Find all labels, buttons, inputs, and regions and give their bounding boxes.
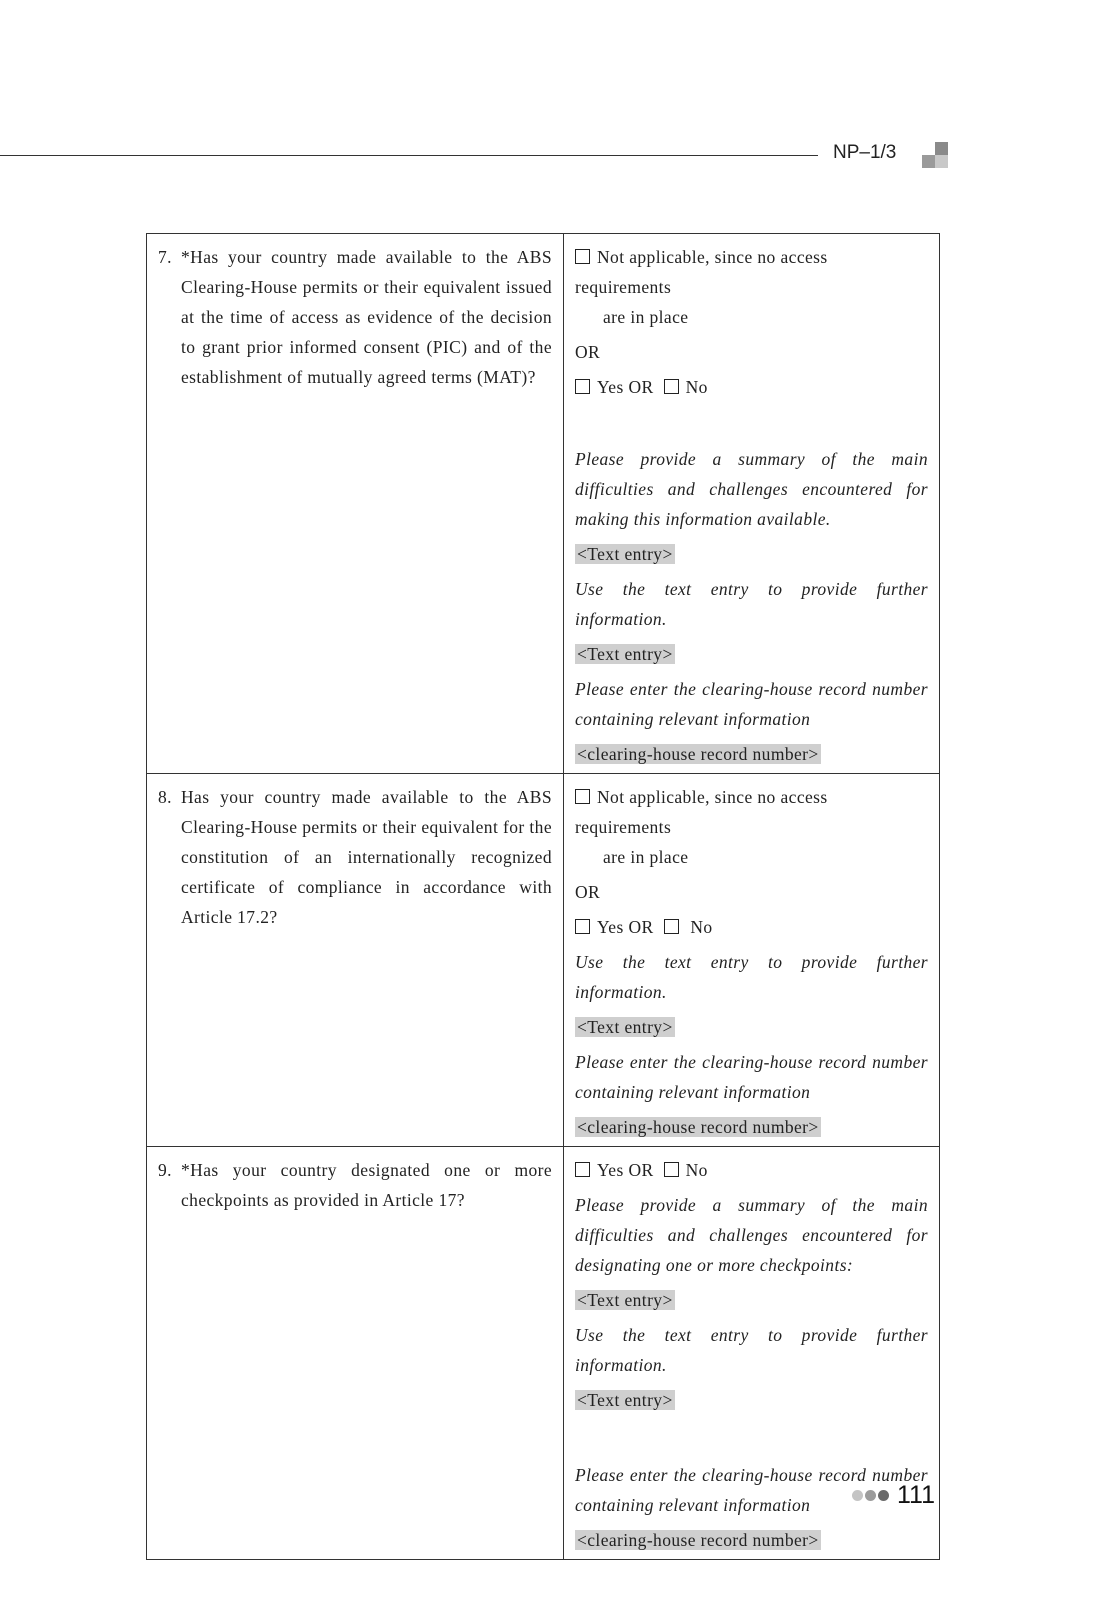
question-number: 7. — [158, 247, 172, 267]
checkbox-icon[interactable] — [575, 249, 590, 264]
no-checkbox-icon[interactable] — [664, 379, 679, 394]
question-row-9 — [147, 1147, 940, 1560]
or-label: OR — [575, 342, 601, 362]
header-rule — [0, 155, 818, 156]
no-checkbox-icon[interactable] — [664, 1162, 679, 1177]
summary-prompt: Please provide a summary of the main difficulties and challenges encountered for designating one or more checkpoints: — [575, 1195, 928, 1275]
page-number-footer — [852, 1481, 935, 1510]
question-cell-7 — [147, 234, 564, 774]
question-row-7 — [147, 234, 940, 774]
text-entry-field[interactable]: <Text entry> — [577, 544, 673, 564]
yes-no-options: Yes OR No — [575, 912, 928, 942]
answer-cell-8 — [564, 774, 940, 1147]
question-cell-9 — [147, 1147, 564, 1560]
question-cell-8 — [147, 774, 564, 1147]
record-number-field[interactable]: <clearing-house record number> — [577, 1117, 819, 1137]
checkbox-icon[interactable] — [575, 789, 590, 804]
question-text: *Has your country designated one or more checkpoints as provided in Article 17? — [181, 1160, 552, 1210]
further-info-prompt: Use the text entry to provide further information. — [575, 952, 928, 1002]
no-checkbox-icon[interactable] — [664, 919, 679, 934]
not-applicable-option[interactable]: Not applicable, since no access requirements — [575, 247, 828, 297]
record-prompt: Please enter the clearing-house record number containing relevant information — [575, 1465, 928, 1515]
questionnaire-table — [146, 233, 940, 1560]
yes-no-options: Yes OR No — [575, 1155, 928, 1185]
page-number: 111 — [897, 1481, 936, 1509]
not-applicable-continuation: are in place — [603, 847, 689, 867]
question-number: 8. — [158, 787, 172, 807]
record-prompt: Please enter the clearing-house record number containing relevant information — [575, 679, 928, 729]
question-row-8 — [147, 774, 940, 1147]
dot-icon — [878, 1490, 889, 1501]
document-code: NP–1/3 — [833, 142, 897, 163]
text-entry-field[interactable]: <Text entry> — [577, 1017, 673, 1037]
yes-no-options: Yes OR No — [575, 372, 928, 402]
yes-checkbox-icon[interactable] — [575, 919, 590, 934]
not-applicable-option[interactable]: Not applicable, since no access requirements — [575, 787, 828, 837]
yes-checkbox-icon[interactable] — [575, 379, 590, 394]
answer-cell-7 — [564, 234, 940, 774]
corner-mark-icon — [922, 142, 948, 168]
dot-icon — [865, 1490, 876, 1501]
text-entry-field[interactable]: <Text entry> — [577, 644, 673, 664]
yes-checkbox-icon[interactable] — [575, 1162, 590, 1177]
record-number-field[interactable]: <clearing-house record number> — [577, 744, 819, 764]
text-entry-field[interactable]: <Text entry> — [577, 1290, 673, 1310]
question-text: Has your country made available to the ABS Clearing-House permits or their equivalent for the constitution of an internationally recognized certificate of compliance in accordance with Article 17.2? — [181, 787, 552, 927]
question-number: 9. — [158, 1160, 172, 1180]
text-entry-field[interactable]: <Text entry> — [577, 1390, 673, 1410]
record-number-field[interactable]: <clearing-house record number> — [577, 1530, 819, 1550]
question-text: *Has your country made available to the ABS Clearing-House permits or their equivalent issued at the time of access as evidence of the decision to grant prior informed consent (PIC) and of the establishment of mutually agreed terms (MAT)? — [181, 247, 552, 387]
summary-prompt: Please provide a summary of the main difficulties and challenges encountered for making this information available. — [575, 449, 928, 529]
not-applicable-continuation: are in place — [603, 307, 689, 327]
dot-icon — [852, 1490, 863, 1501]
further-info-prompt: Use the text entry to provide further information. — [575, 579, 928, 629]
further-info-prompt: Use the text entry to provide further information. — [575, 1325, 928, 1375]
record-prompt: Please enter the clearing-house record number containing relevant information — [575, 1052, 928, 1102]
or-label: OR — [575, 882, 601, 902]
